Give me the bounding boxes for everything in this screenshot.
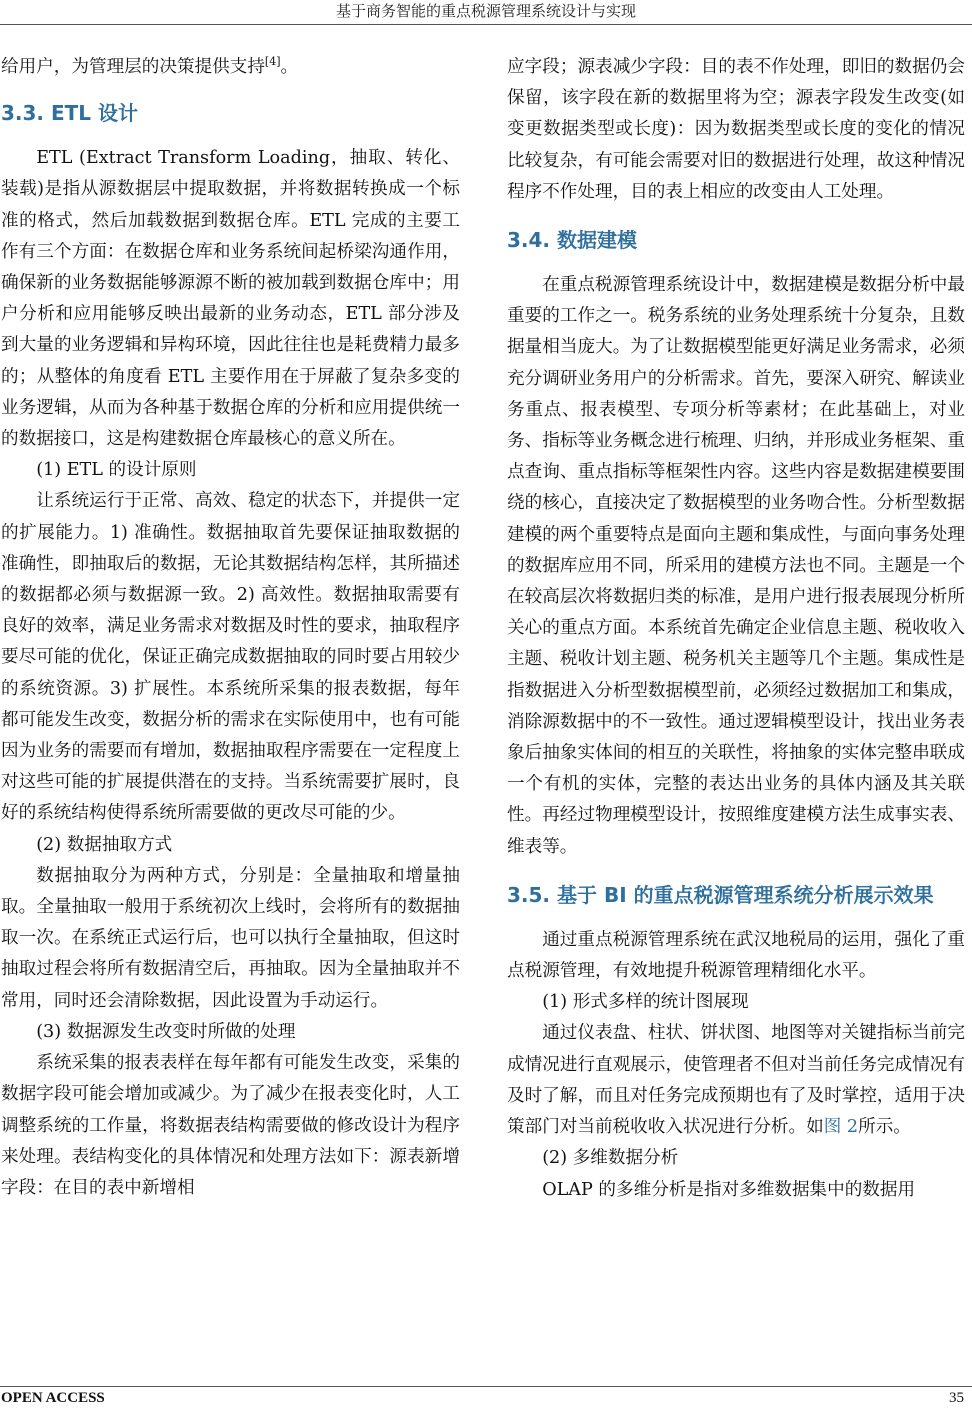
section-heading-3-5: 3.5. 基于 BI 的重点税源管理系统分析展示效果: [507, 882, 934, 907]
continued-paragraph-right: 应字段；源表减少字段：目的表不作处理，即旧的数据仍会保留，该字段在新的数据里将为空；源表字段发生改变(如变更数据类型或长度)：因为数据类型或长度的变化的情况比较复杂，有可能会需要对旧的数据进行处理，故这种情况程序不作处理，目的表上相应的改变由人工处理。: [507, 57, 965, 202]
section-heading-3-4: 3.4. 数据建模: [507, 228, 637, 253]
paragraph-source-change: 系统采集的报表表样在每年都有可能发生改变，采集的数据字段可能会增加或减少。为了减少在报表变化时，人工调整系统的工作量，将数据表结构需要做的修改设计为程序来处理。表结构变化的具体情况和处理方法如下：源表新增字段：在目的表中新增相: [1, 1053, 460, 1198]
paragraph-bi-effect: 通过重点税源管理系统在武汉地税局的运用，强化了重点税源管理，有效地提升税源管理精细化水平。: [507, 929, 965, 982]
continued-paragraph: [1, 52, 460, 83]
figure-2-link[interactable]: 图 2: [823, 1117, 859, 1138]
left-column: [1, 52, 460, 1204]
open-access-label: OPEN ACCESS: [1, 1390, 105, 1406]
page-footer: [0, 1386, 972, 1409]
citation-ref[interactable]: [4]: [264, 55, 281, 69]
paragraph-end: 所示。: [858, 1117, 911, 1138]
paragraph-text: 给用户，为管理层的决策提供支持: [1, 57, 265, 77]
paragraph-etl-intro: ETL (Extract Transform Loading，抽取、转化、装载)是指从源数据层中提取数据，并将数据转换成一个标准的格式，然后加载数据到数据仓库。ETL 完成的主要工作有三个方面：在数据仓库和业务系统间起桥梁沟通作用，确保新的业务数据能够源源不断的被加载到数据仓库中；用户分析和应用能够反映出最新的业务动态，ETL 部分涉及到大量的业务逻辑和异构环境，因此往往也是耗费精力最多的；从整体的角度看 ETL 主要作用在于屏蔽了复杂多变的业务逻辑，从而为各种基于数据仓库的分析和应用提供统一的数据接口，这是构建数据仓库最核心的意义所在。: [1, 148, 460, 450]
paragraph-data-modeling: 在重点税源管理系统设计中，数据建模是数据分析中最重要的工作之一。税务系统的业务处理系统十分复杂，且数据量相当庞大。为了让数据模型能更好满足业务需求，必须充分调研业务用户的分析需求。首先，要深入研究、解读业务重点、报表模型、专项分析等素材；在此基础上，对业务、指标等业务概念进行梳理、归纳，并形成业务框架、重点查询、重点指标等框架性内容。这些内容是数据建模要围绕的核心，直接决定了数据模型的业务吻合性。分析型数据建模的两个重要特点是面向主题和集成性，与面向事务处理的数据库应用不同，所采用的建模方法也不同。主题是一个在较高层次将数据归类的标准，是用户进行报表展现分析所关心的重点方面。本系统首先确定企业信息主题、税收收入主题、税收计划主题、税务机关主题等几个主题。集成性是指数据进入分析型数据模型前，必须经过数据加工和集成，消除源数据中的不一致性。通过逻辑模型设计，找出业务表象后抽象实体间的相互的关联性，将抽象的实体完整串联成一个有机的实体，完整的表达出业务的具体内涵及其关联性。再经过物理模型设计，按照维度建模方法生成事实表、维表等。: [507, 275, 965, 857]
paragraph-text: 通过仪表盘、柱状、饼状图、地图等对关键指标当前完成情况进行直观展示，使管理者不但对当前任务完成情况有及时了解，而且对任务完成预期也有了及时掌控，适用于决策部门对当前税收收入状况进行分析。如: [507, 1023, 965, 1138]
page-number: 35: [949, 1390, 964, 1406]
paragraph-charts: [507, 1018, 965, 1143]
subheading-charts: (1) 形式多样的统计图展现: [542, 992, 749, 1013]
paragraph-end: 。: [280, 57, 299, 77]
section-heading-3-3: 3.3. ETL 设计: [1, 101, 139, 126]
subheading-multidim: (2) 多维数据分析: [542, 1148, 679, 1169]
subheading-source-change: (3) 数据源发生改变时所做的处理: [36, 1021, 296, 1042]
running-header: 基于商务智能的重点税源管理系统设计与实现: [0, 0, 972, 25]
right-column: [507, 52, 965, 1206]
subheading-extraction-mode: (2) 数据抽取方式: [36, 834, 173, 855]
paragraph-design-principles: 让系统运行于正常、高效、稳定的状态下，并提供一定的扩展能力。1) 准确性。数据抽取首先要保证抽取数据的准确性，即抽取后的数据，无论其数据结构怎样，其所描述的数据都必须与数据源一致。2) 高效性。数据抽取需要有良好的效率，满足业务需求对数据及时性的要求，抽取程序要尽可能的优化，保证正确完成数据抽取的同时要占用较少的系统资源。3) 扩展性。本系统所采集的报表数据，每年都可能发生改变，数据分析的需求在实际使用中，也有可能因为业务的需要而有增加，数据抽取程序需要在一定程度上对这些可能的扩展提供潜在的支持。当系统需要扩展时，良好的系统结构使得系统所需要做的更改尽可能的少。: [1, 491, 460, 824]
paragraph-extraction-mode: 数据抽取分为两种方式，分别是：全量抽取和增量抽取。全量抽取一般用于系统初次上线时，会将所有的数据抽取一次。在系统正式运行后，也可以执行全量抽取，但这时抽取过程会将所有数据清空后，再抽取。因为全量抽取并不常用，同时还会清除数据，因此设置为手动运行。: [1, 865, 460, 1011]
subheading-design-principles: (1) ETL 的设计原则: [36, 460, 197, 481]
paragraph-olap: OLAP 的多维分析是指对多维数据集中的数据用: [542, 1179, 916, 1200]
